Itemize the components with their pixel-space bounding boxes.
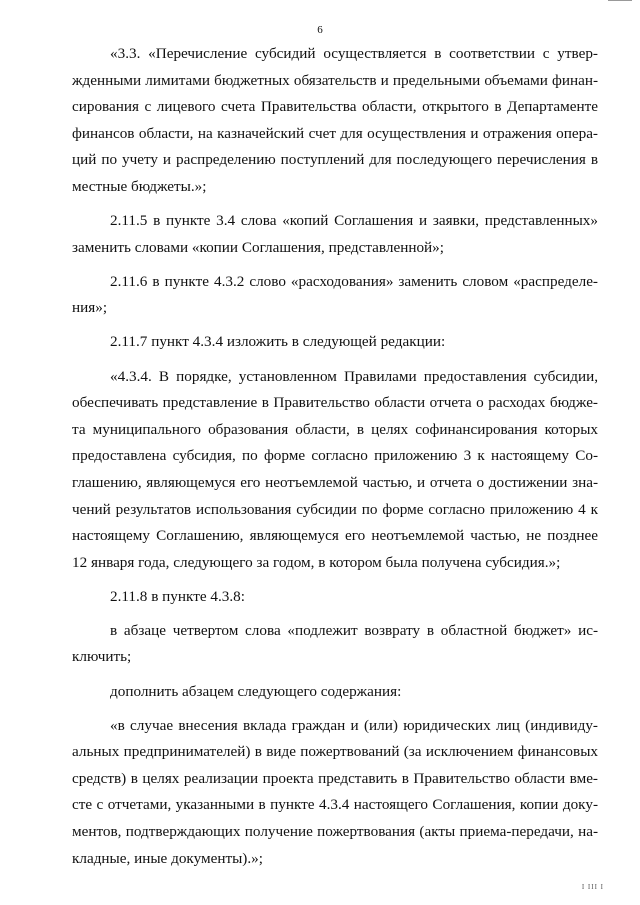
text-line: жденными лимитами бюджетных обязательств и предельными объемами финан- xyxy=(72,71,598,89)
text-line: альных предпринимателей) в виде пожертвований (за исключением финансовых xyxy=(72,743,598,761)
text-line: глашению, являющемуся его неотъемлемой частью, и отчета о достижении зна- xyxy=(72,473,598,491)
paragraph-p7 xyxy=(72,618,598,671)
paragraph-p5 xyxy=(72,364,598,577)
paragraph-spacer xyxy=(72,201,598,209)
text-line: предоставлена субсидия, по форме согласно приложению 3 к настоящему Со- xyxy=(72,447,598,465)
paragraph-p9 xyxy=(72,713,598,873)
paragraph-p4 xyxy=(72,329,598,356)
paragraph-spacer xyxy=(72,356,598,364)
text-line: «в случае внесения вклада граждан и (или) юридических лиц (индивиду- xyxy=(110,716,598,734)
text-line: 2.11.5 в пункте 3.4 слова «копий Соглашения и заявки, представленных» xyxy=(110,212,598,230)
page-number: 6 xyxy=(317,24,323,36)
scan-corner-mark xyxy=(608,0,632,2)
text-line: 2.11.8 в пункте 4.3.8: xyxy=(110,587,245,605)
paragraph-p1 xyxy=(72,41,598,201)
text-line: кладные, иные документы).»; xyxy=(72,849,263,867)
document-body xyxy=(72,41,598,872)
text-line: чений результатов использования субсидии по форме согласно приложению 4 к xyxy=(72,500,598,518)
paragraph-spacer xyxy=(72,671,598,679)
text-line: та муниципального образования области, в целях софинансирования которых xyxy=(72,420,598,438)
paragraph-p8 xyxy=(72,679,598,706)
text-line: 12 января года, следующего за годом, в котором была получена субсидия.»; xyxy=(72,553,561,571)
paragraph-spacer xyxy=(72,322,598,330)
paragraph-p6 xyxy=(72,584,598,611)
text-line: 2.11.7 пункт 4.3.4 изложить в следующей редакции: xyxy=(110,333,446,351)
paragraph-spacer xyxy=(72,705,598,713)
text-line: ния»; xyxy=(72,299,108,317)
paragraph-spacer xyxy=(72,261,598,269)
text-line: «4.3.4. В порядке, установленном Правилами предоставления субсидии, xyxy=(110,367,598,385)
text-line: обеспечивать представление в Правительство области отчета о расходах бюдже- xyxy=(72,394,598,412)
text-line: средств) в целях реализации проекта представить в Правительство области вме- xyxy=(72,769,598,787)
text-line: ций по учету и распределению поступлений для последующего перечисления в xyxy=(72,151,598,169)
paragraph-spacer xyxy=(72,576,598,584)
text-line: сирования с лицевого счета Правительства области, открытого в Департаменте xyxy=(72,98,598,116)
text-line: сте с отчетами, указанными в пункте 4.3.4 настоящего Соглашения, копии доку- xyxy=(72,796,598,814)
text-line: ключить; xyxy=(72,648,132,666)
paragraph-p2 xyxy=(72,208,598,261)
text-line: местные бюджеты.»; xyxy=(72,177,207,195)
footer-scan-mark: I III I xyxy=(581,883,604,891)
text-line: в абзаце четвертом слова «подлежит возврату в областной бюджет» ис- xyxy=(110,621,598,639)
text-line: настоящему Соглашению, являющемуся его неотъемлемой частью, не позднее xyxy=(72,527,598,545)
paragraph-spacer xyxy=(72,610,598,618)
text-line: заменить словами «копии Соглашения, представленной»; xyxy=(72,238,444,256)
paragraph-p3 xyxy=(72,269,598,322)
text-line: «3.3. «Перечисление субсидий осуществляется в соответствии с утвер- xyxy=(110,45,598,62)
text-line: 2.11.6 в пункте 4.3.2 слово «расходования» заменить словом «распределе- xyxy=(110,272,598,290)
text-line: финансов области, на казначейский счет для осуществления и отражения опера- xyxy=(72,124,598,142)
text-line: дополнить абзацем следующего содержания: xyxy=(110,682,402,700)
text-line: ментов, подтверждающих получение пожертвования (акты приема-передачи, на- xyxy=(72,823,598,841)
